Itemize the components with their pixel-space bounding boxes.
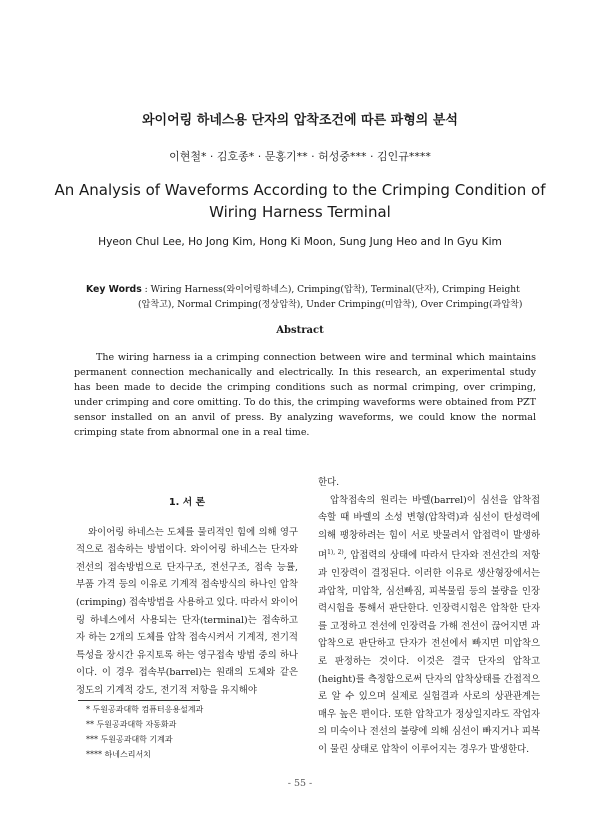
korean-title: 와이어링 하네스용 단자의 압착조건에 따른 파형의 분석 [142, 113, 458, 128]
english-title-line-1: An Analysis of Waveforms According to the Crimping Condition of [54, 181, 546, 199]
keywords-line-2: (압착고), Normal Crimping(정상압착), Under Crimping(미압착), Over Crimping(과압착) [138, 300, 523, 310]
left-column [76, 484, 298, 700]
keywords-block [86, 282, 546, 313]
keywords-line-1: : Wiring Harness(와이어링하네스), Crimping(압착), Terminal(단자), Crimping Height [144, 285, 520, 295]
footnote-3: *** 두원공과대학 기계과 [86, 735, 173, 744]
abstract-text: The wiring harness ia a crimping connection between wire and terminal which maintains permanent connection mechanically and electrically. In this research, an experimental study has been made to decide the crimping conditions such as normal crimping, over crimping, under crimping and core omitting. To do this, the crimping waveforms were obtained from PZT sensor installed on an anvil of press. By analyzing waveforms, we could know the normal crimping state from abnormal one in a real time. [74, 352, 536, 438]
affiliation-footnotes [86, 702, 203, 762]
abstract-heading: Abstract [276, 325, 324, 336]
continuation-text: 한다. [318, 477, 340, 488]
english-title-line-2: Wiring Harness Terminal [209, 203, 391, 221]
section-heading-introduction: 1. 서 론 [168, 497, 206, 508]
keywords-label: Key Words [86, 284, 142, 295]
right-column [318, 474, 540, 759]
introduction-paragraph: 와이어링 하네스는 도체를 물리적인 힘에 의해 영구적으로 접속하는 방법이다. 와이어링 하네스는 단자와 전선의 접속방법으로 단자구조, 전선구조, 접속 능률, 부품 가격 등의 이유로 기계적 접속방식의 하나인 압착(crimping) 접속방법을 사용하고 있다. 따라서 와이어링 하네스에서 사용되는 단자(terminal)는 접속하고자 하는 2개의 도체를 압착 접속시켜서 기계적, 전기적 특성을 장시간 유지토록 하는 영구접속 방법 중의 하나이다. 이 경우 접속부(barrel)는 원래의 도체와 같은 정도의 기계적 강도, 전기적 저항을 유지해야 [76, 526, 298, 696]
english-title [0, 179, 600, 223]
reference-citation: 1), 2) [327, 549, 344, 557]
abstract-body [74, 350, 536, 440]
page-number: - 55 - [287, 778, 313, 789]
footnote-2: ** 두원공과대학 자동화과 [86, 720, 177, 729]
footnote-1: * 두원공과대학 컴퓨터응용설계과 [86, 705, 204, 714]
crimping-principle-paragraph [318, 492, 540, 759]
footnote-4: **** 하네스리서치 [86, 750, 151, 759]
korean-authors: 이현철* · 김호종* · 문홍기** · 허성중*** · 김인규**** [169, 150, 431, 163]
english-authors: Hyeon Chul Lee, Ho Jong Kim, Hong Ki Moon, Sung Jung Heo and In Gyu Kim [98, 236, 502, 248]
paragraph-part-a: 압착접속의 원리는 바렐(barrel)이 심선을 압착접속할 때 바렐의 소성 변형(압착력)과 심선이 탄성력에 의해 팽창하려는 힘이 서로 밧물려서 압접력이 발생하며 [318, 494, 540, 562]
paragraph-part-b: , 압접력의 상태에 따라서 단자와 전선간의 저항과 인장력이 결정된다. 이러한 이유로 생산형장에서는 과압착, 미압착, 심선빠짐, 피복물림 등의 불량을 인장력시험을 통해서 판단한다. 인장력시험은 압착한 단자를 고정하고 전선에 인장력을 가해 전선이 끊어지면 과압착으로 판단하고 단자가 전선에서 빠지면 미압착으로 판정하는 것이다. 이것은 결국 단자의 압착고(height)를 측정함으로써 단자의 압착상태를 간접적으로 알 수 있으며 실제로 실험결과 사로의 상관관계는 매우 높은 편이다. 또한 압착고가 정상일지라도 작업자의 미숙이나 전선의 불량에 의해 심선이 빠지거나 피복이 물린 상태로 압착이 이루어지는 경우가 발생한다. [318, 550, 540, 756]
footnote-divider [78, 700, 200, 701]
